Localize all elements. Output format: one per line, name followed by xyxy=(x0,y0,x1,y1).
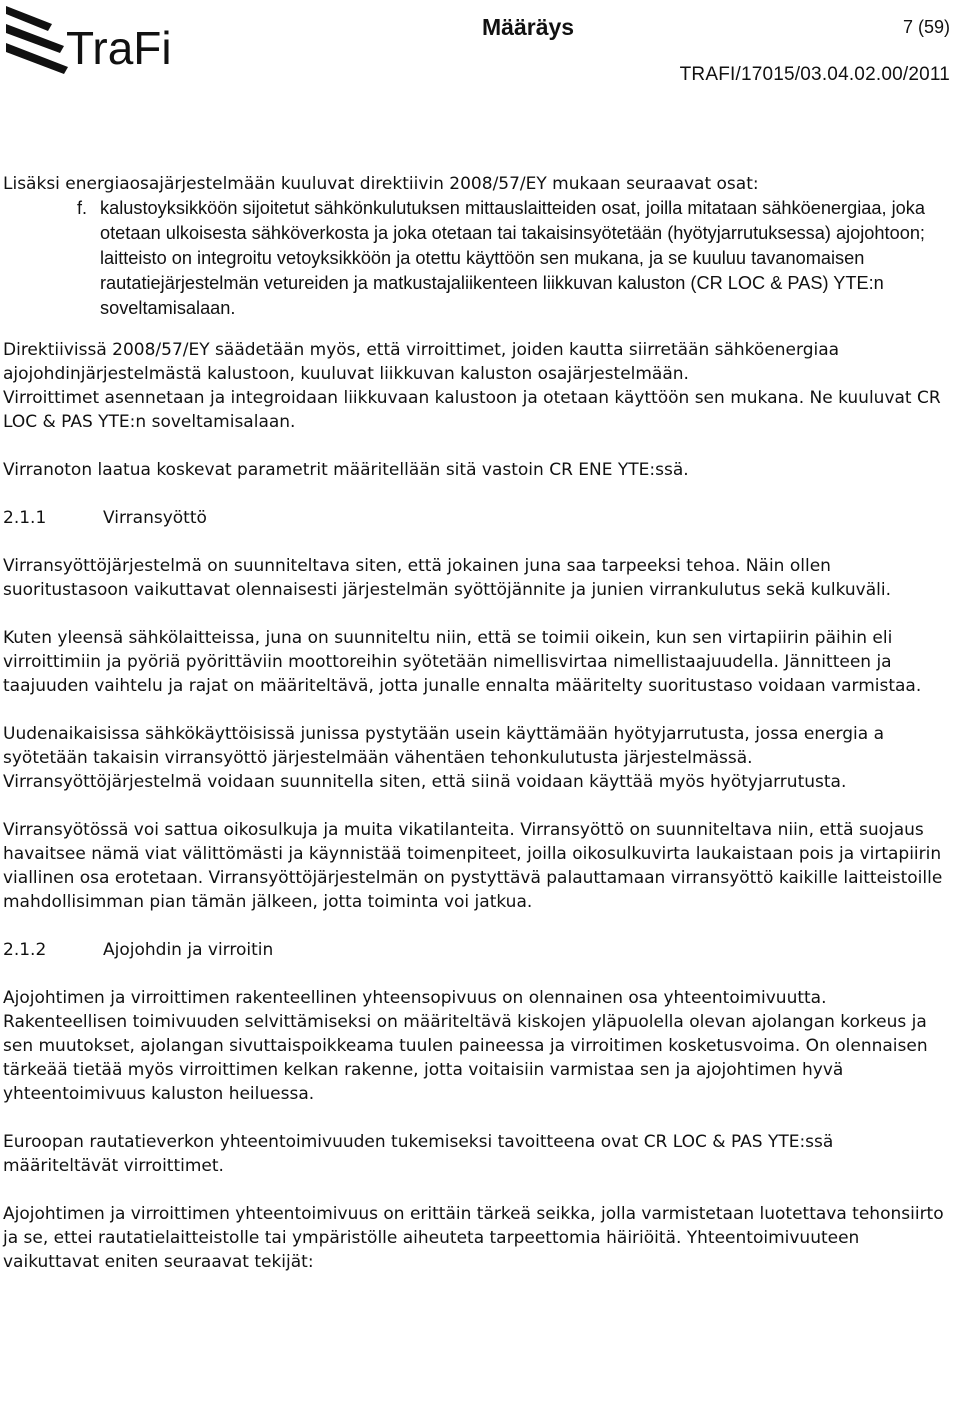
paragraph: Direktiivissä 2008/57/EY säädetään myös, että virroittimet, joiden kautta siirretään sähköenergiaa ajojohdinjärjestelmästä kalustoon, kuuluvat liikkuvan kaluston osajärjestelmään. xyxy=(3,340,840,384)
paragraph: Virransyötössä voi sattua oikosulkuja ja muita vikatilanteita. Virransyöttö on suunniteltava niin, että suojaus havaitsee nämä viat välittömästi ja käynnistää toimenpiteet, joilla oikosulkuvirta laukaistaan pois ja virtapiirin viallinen osa erotetaan. Virransyöttöjärjestelmän on pystyttävä palauttamaan virransyöttö kaikille laitteistoille mahdollisimman pian tämän jälkeen, jotta toiminta voi jatkua. xyxy=(3,820,943,912)
logo-wordmark: TraFi xyxy=(66,22,172,74)
paragraph: Uudenaikaisissa sähkökäyttöisissä junissa pystytään usein käyttämään hyötyjarrutusta, jossa energia a syötetään takaisin virransyöttö järjestelmään vähentäen tehonkulutusta järjestelmässä. Virransyöttöjärjestelmä voidaan suunnitella siten, että siinä voidaan käyttää myös hyötyjarrutusta. xyxy=(3,724,884,792)
page-number: 7 (59) xyxy=(902,17,950,37)
document-type: Määräys xyxy=(482,14,575,40)
section-heading-2-1-1 xyxy=(3,506,953,530)
paragraph: Euroopan rautatieverkon yhteentoimivuuden tukemiseksi tavoitteena ovat CR LOC & PAS YTE:ssä määriteltävät virroittimet. xyxy=(3,1132,834,1176)
paragraph: Virroittimet asennetaan ja integroidaan liikkuvaan kalustoon ja otetaan käyttöön sen mukana. Ne kuuluvat CR LOC & PAS YTE:n soveltamisalaan. xyxy=(3,388,941,432)
section-number: 2.1.1 xyxy=(3,508,47,528)
intro-paragraph: Lisäksi energiaosajärjestelmään kuuluvat direktiivin 2008/57/EY mukaan seuraavat osat: xyxy=(3,174,759,194)
list-item-text: kalustoyksikköön sijoitetut sähkönkulutuksen mittauslaitteiden osat, joilla mitataan sähköenergiaa, joka otetaan ulkoisesta sähköverkosta ja joka otetaan tai takaisinsyötetään (hyötyjarrutuksessa) ajojohtoon; laitteisto on integroitu vetoyksikköön ja otettu käyttöön sen mukana, ja se kuuluu tavanomaisen rautatiejärjestelmän vetureiden ja matkustajaliikenteen liikkuvan kaluston (CR LOC & PAS) YTE:n soveltamisalaan. xyxy=(100,198,925,318)
paragraph: Virranoton laatua koskevat parametrit määritellään sitä vastoin CR ENE YTE:ssä. xyxy=(3,460,689,480)
paragraph: Ajojohtimen ja virroittimen rakenteellinen yhteensopivuus on olennainen osa yhteentoimivuutta. Rakenteellisen toimivuuden selvittämiseksi on määriteltävä kiskojen yläpuolella olevan ajolangan korkeus ja sen muutokset, ajolangan sivuttaispoikkeama tuulen paineessa ja virroitimen kosketusvoima. On olennaisen tärkeää tietää myös virroittimen kelkan rakenne, jotta voitaisiin varmistaa sen ja ajojohtimen hyvä yhteentoimivuus kaluston heiluessa. xyxy=(3,988,928,1104)
section-heading-2-1-2 xyxy=(3,938,953,962)
paragraph: Ajojohtimen ja virroittimen yhteentoimivuus on erittäin tärkeä seikka, jolla varmistetaan luotettava tehonsiirto ja se, ettei rautatielaitteistolle tai ympäristölle aiheuteta tarpeettomia häiriöitä. Yhteentoimivuuteen vaikuttavat eniten seuraavat tekijät: xyxy=(3,1204,944,1272)
paragraph: Virransyöttöjärjestelmä on suunniteltava siten, että jokainen juna saa tarpeeksi tehoa. Näin ollen suoritustasoon vaikuttavat olennaisesti järjestelmän syöttöjännite ja junien virrankulutus sekä kulkuväli. xyxy=(3,556,892,600)
trafi-logo xyxy=(0,0,230,95)
paragraph: Kuten yleensä sähkölaitteissa, juna on suunniteltu niin, että se toimii oikein, kun sen virtapiirin päihin eli virroittimiin ja pyöriä pyörittäviin moottoreihin syötetään nimellisvirtaa nimellistaajuudella. Jännitteen ja taajuuden vaihtelu ja rajat on määriteltävä, jotta junalle ennalta määritelty suoritustaso voidaan varmistaa. xyxy=(3,628,922,696)
list-item-f xyxy=(3,196,953,321)
list-marker: f. xyxy=(77,198,88,218)
section-title: Ajojohdin ja virroitin xyxy=(103,940,274,960)
section-title: Virransyöttö xyxy=(103,508,207,528)
section-number: 2.1.2 xyxy=(3,940,47,960)
document-reference: TRAFI/17015/03.04.02.00/2011 xyxy=(679,64,950,85)
document-body xyxy=(3,172,953,1274)
